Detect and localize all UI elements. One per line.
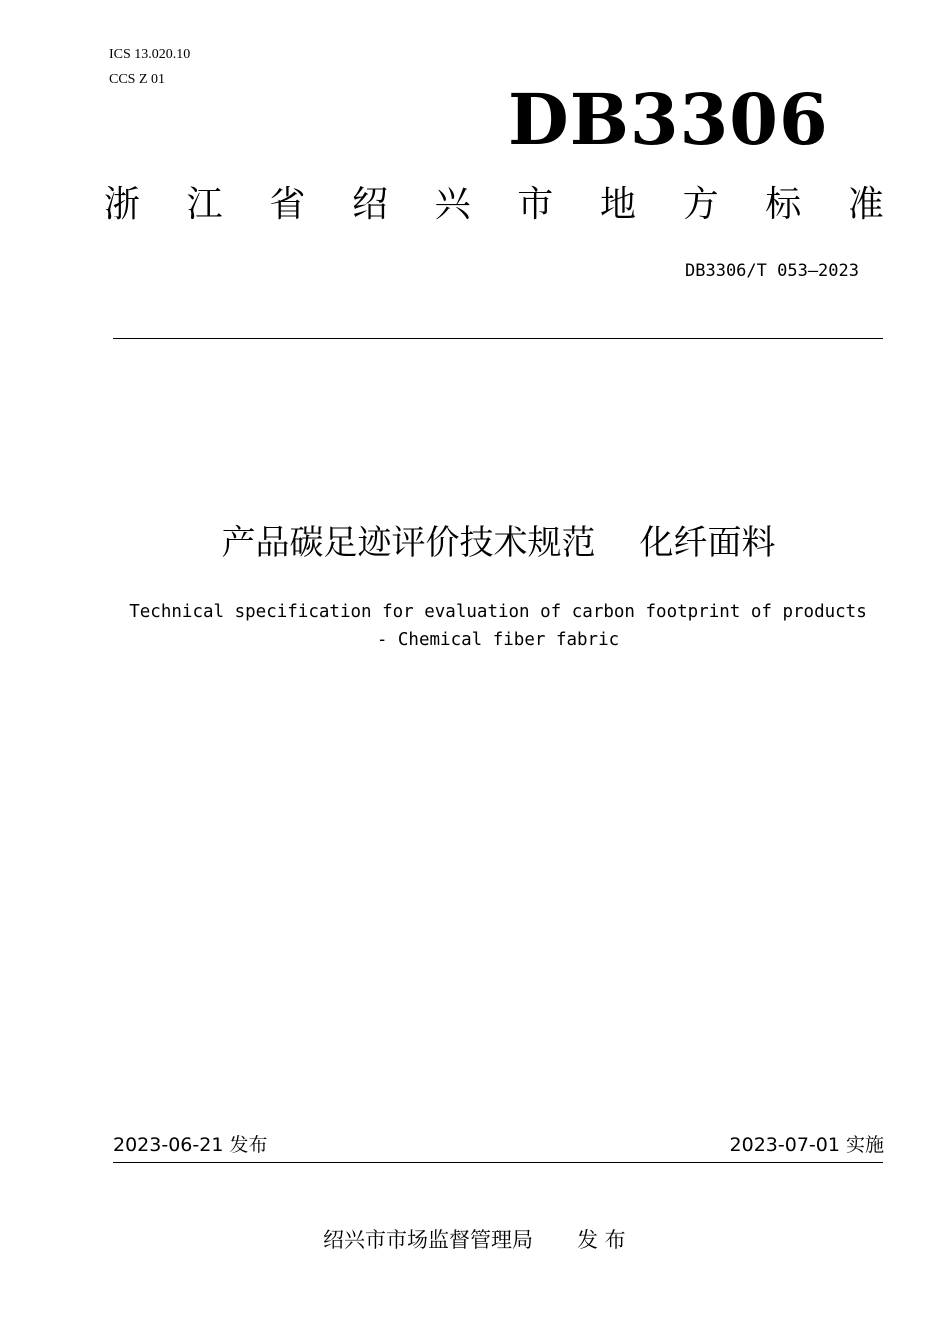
title-chinese (0, 520, 950, 566)
standard-type-char: 市 (517, 184, 554, 225)
standard-type-char: 标 (765, 184, 802, 225)
ics-code: ICS 13.020.10 (109, 47, 191, 62)
publish-label: 发 布 (577, 1228, 626, 1252)
standard-type-char: 绍 (351, 184, 388, 225)
header-divider (113, 338, 883, 339)
standard-number: DB3306/T 053—2023 (685, 261, 859, 281)
publisher-name: 绍兴市市场监督管理局 (323, 1228, 533, 1252)
issue-date (113, 1132, 267, 1158)
standard-type-char: 省 (269, 184, 306, 225)
standard-type-char: 浙 (104, 184, 141, 225)
standard-type-char: 兴 (434, 184, 471, 225)
title-main: 产品碳足迹评价技术规范 (221, 523, 596, 563)
title-sub: 化纤面料 (639, 523, 776, 563)
standard-type (104, 182, 884, 228)
issue-date-label: 发布 (229, 1134, 268, 1156)
footer-divider (113, 1162, 883, 1163)
db-logo: DB3306 (508, 78, 829, 161)
implementation-date-label: 实施 (845, 1134, 884, 1156)
publisher (323, 1226, 626, 1254)
standard-type-char: 准 (847, 184, 884, 225)
implementation-date (730, 1132, 884, 1158)
issue-date-value: 2023-06-21 (113, 1134, 224, 1156)
standard-type-char: 地 (599, 184, 636, 225)
title-english-line-2: - Chemical fiber fabric (376, 630, 620, 650)
standard-type-char: 方 (682, 184, 719, 225)
standard-type-char: 江 (186, 184, 223, 225)
ccs-code: CCS Z 01 (109, 72, 166, 87)
title-english-line-1: Technical specification for evaluation of carbon footprint of products (129, 602, 867, 622)
implementation-date-value: 2023-07-01 (729, 1134, 840, 1156)
